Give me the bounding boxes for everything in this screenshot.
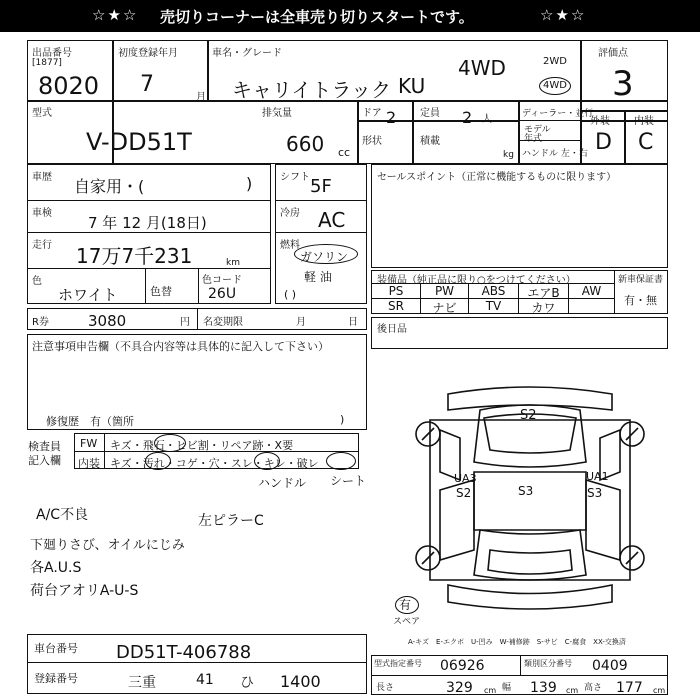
name-change-label: 名変期限 bbox=[203, 317, 243, 328]
displacement-label: 排気量 bbox=[262, 108, 292, 119]
color-code-label: 色コード bbox=[202, 275, 242, 286]
cc: cc bbox=[338, 146, 351, 159]
inspection-label: 車検 bbox=[32, 208, 52, 219]
kg-label: kg bbox=[503, 150, 514, 160]
equip-leather: カワ bbox=[531, 301, 556, 315]
interior-label: 内装 bbox=[634, 116, 654, 127]
recycle-label: R券 bbox=[32, 317, 49, 328]
chassis-label: 車台番号 bbox=[34, 642, 78, 655]
load-label: 積載 bbox=[420, 136, 440, 147]
equip-sr: SR bbox=[388, 299, 404, 313]
yen-label: 円 bbox=[180, 317, 190, 328]
tear-circle bbox=[326, 452, 356, 470]
height-label: 高さ bbox=[584, 683, 603, 693]
reg-label: 登録番号 bbox=[34, 672, 78, 685]
damage-legend: A-キズ E-エクボ U-凹み W-補修跡 S-サビ C-腐食 XX-交換済 bbox=[408, 638, 626, 646]
seats: 2 bbox=[462, 108, 473, 127]
model: V-DD51T bbox=[86, 128, 192, 156]
equip-pw: PW bbox=[434, 284, 455, 298]
sales-point-label: セールスポイント（正常に機能するものに限ります） bbox=[377, 172, 617, 183]
fuel-gasoline: ガソリン bbox=[300, 250, 349, 264]
record-label: 記入欄 bbox=[28, 454, 61, 467]
warranty-label: 新車保証書 bbox=[618, 275, 664, 285]
inspection: 7 年 12 月(18日) bbox=[88, 214, 207, 232]
repair-label: 修復歴 有（箇所 bbox=[46, 415, 134, 428]
drive-4wd-circle bbox=[539, 77, 571, 95]
equip-abs: ABS bbox=[481, 284, 506, 298]
dealer-label: ディーラー・並行 bbox=[522, 109, 594, 119]
repaint-label: 色替 bbox=[150, 285, 172, 298]
width-value: 139 bbox=[530, 680, 557, 696]
ac: AC bbox=[318, 208, 346, 232]
score-label: 評価点 bbox=[598, 48, 628, 59]
lot-label: 出品番号 bbox=[32, 48, 72, 59]
recycle-amount: 3080 bbox=[88, 312, 127, 330]
mark-left: S2 bbox=[456, 486, 472, 500]
fuel-circle bbox=[294, 244, 358, 264]
exterior-grade: D bbox=[595, 130, 612, 155]
mark-left-upper: UA3 bbox=[454, 472, 477, 485]
type-label: 型式指定番号 bbox=[374, 659, 422, 668]
wear-circle bbox=[254, 452, 280, 470]
fw-items: キズ・飛石・ヒビ割・リペア跡・X要 bbox=[110, 439, 294, 452]
cm-2: cm bbox=[566, 686, 579, 695]
doors: 2 bbox=[386, 108, 397, 127]
fuel-label: 燃料 bbox=[280, 240, 300, 251]
stain-circle bbox=[145, 452, 171, 470]
note-underbody: 下廻りさび、オイルにじみ bbox=[30, 538, 185, 553]
inspector-label: 検査員 bbox=[28, 440, 61, 453]
note-aus: 各A.U.S bbox=[30, 560, 82, 576]
length-label: 長さ bbox=[376, 683, 395, 693]
lot-number: 8020 bbox=[38, 72, 100, 100]
cat-label: 類別区分番号 bbox=[524, 659, 572, 668]
mileage-label: 走行 bbox=[32, 240, 52, 251]
reg-kana: ひ bbox=[240, 675, 254, 691]
equip-aw: AW bbox=[581, 284, 602, 298]
ac-label: 冷房 bbox=[280, 208, 300, 219]
first-reg-year: 7 bbox=[140, 72, 154, 97]
car-name: キャリイトラック bbox=[232, 78, 391, 102]
history-close: ) bbox=[246, 174, 253, 193]
spare-value: 有 bbox=[399, 598, 412, 612]
fw-circle bbox=[154, 434, 186, 452]
note-pillar: 左ピラーC bbox=[198, 513, 264, 529]
width-label: 幅 bbox=[502, 683, 512, 693]
color-label: 色 bbox=[32, 276, 42, 287]
cm-3: cm bbox=[653, 686, 666, 695]
fuel-diesel: 軽 油 bbox=[304, 270, 332, 284]
history: 自家用・( bbox=[74, 177, 145, 196]
handle-label: ハンドル 左・右 bbox=[522, 149, 588, 159]
handle-note: ハンドル bbox=[258, 476, 307, 490]
model-label: 型式 bbox=[32, 108, 52, 119]
grade: KU bbox=[398, 74, 426, 98]
interior-row-label: 内装 bbox=[78, 457, 100, 470]
model-year-label1: モデル bbox=[524, 125, 551, 135]
repair-close: ) bbox=[340, 413, 345, 426]
exterior-label: 外装 bbox=[590, 116, 610, 127]
chassis-number: DD51T-406788 bbox=[116, 642, 252, 663]
note-ac: A/C不良 bbox=[36, 507, 89, 523]
shift: 5F bbox=[310, 176, 332, 197]
day-label: 日 bbox=[348, 317, 358, 328]
reg-number: 1400 bbox=[280, 672, 321, 691]
km-label: km bbox=[226, 258, 240, 268]
month-label: 月 bbox=[196, 92, 206, 103]
mark-front: S2 bbox=[520, 408, 537, 423]
seats-label: 定員 bbox=[420, 108, 440, 119]
fw-label: FW bbox=[80, 437, 98, 450]
mileage: 17万7千231 bbox=[76, 244, 193, 268]
top-banner bbox=[0, 0, 700, 32]
cm-1: cm bbox=[484, 686, 497, 695]
banner-stars-right: ☆★☆ bbox=[540, 6, 587, 24]
equipment-label: 装備品（純正品に限り○をつけてください） bbox=[377, 275, 576, 286]
equip-navi: ナビ bbox=[432, 301, 457, 315]
warranty: 有・無 bbox=[624, 294, 657, 307]
interior-items: キズ・汚れ・コゲ・穴・スレ・キレ・破レ bbox=[110, 457, 319, 470]
displacement: 660 bbox=[286, 132, 325, 156]
equip-tv: TV bbox=[485, 299, 502, 313]
shape-label: 形状 bbox=[362, 136, 382, 147]
spare-label: スペア bbox=[393, 617, 421, 627]
color-code: 26U bbox=[208, 286, 237, 302]
model-year-label2: 年式 bbox=[524, 134, 543, 144]
grade-extra: 4WD bbox=[458, 56, 506, 80]
color: ホワイト bbox=[58, 286, 118, 304]
seat-note: シート bbox=[330, 474, 367, 488]
reg-place: 三重 bbox=[128, 675, 156, 691]
drive-2wd: 2WD bbox=[543, 56, 567, 67]
score: 3 bbox=[612, 64, 634, 104]
lot-sub: [1877] bbox=[32, 58, 62, 68]
history-label: 車歴 bbox=[32, 172, 52, 183]
person-label: 人 bbox=[482, 114, 492, 125]
back-box bbox=[371, 317, 668, 349]
mark-bed: S3 bbox=[518, 484, 534, 498]
banner-message: 売切りコーナーは全車売り切りスタートです。 bbox=[160, 8, 474, 26]
height-value: 177 bbox=[616, 680, 643, 696]
shift-label: シフト bbox=[280, 172, 310, 183]
equip-ps: PS bbox=[388, 284, 404, 298]
reg-class: 41 bbox=[196, 672, 214, 688]
mark-right: S3 bbox=[587, 486, 603, 500]
car-name-label: 車名・グレード bbox=[212, 48, 282, 59]
back-label: 後日品 bbox=[377, 324, 407, 335]
drive-4wd: 4WD bbox=[543, 80, 567, 91]
banner-stars-left: ☆★☆ bbox=[92, 6, 139, 24]
note-bed: 荷台アオリA-U-S bbox=[30, 583, 139, 599]
interior-grade: C bbox=[638, 130, 654, 155]
type-value: 06926 bbox=[440, 658, 485, 674]
first-reg-label: 初度登録年月 bbox=[118, 48, 178, 59]
doors-label: ドア bbox=[362, 108, 382, 119]
mark-right-upper: UA1 bbox=[586, 470, 609, 483]
length-value: 329 bbox=[446, 680, 473, 696]
caution-label: 注意事項申告欄（不具合内容等は具体的に記入して下さい） bbox=[32, 340, 329, 353]
month-label-2: 月 bbox=[296, 317, 306, 328]
fuel-paren: ( ) bbox=[284, 288, 297, 301]
equip-airbag: エアB bbox=[527, 286, 560, 300]
cat-value: 0409 bbox=[592, 658, 628, 674]
